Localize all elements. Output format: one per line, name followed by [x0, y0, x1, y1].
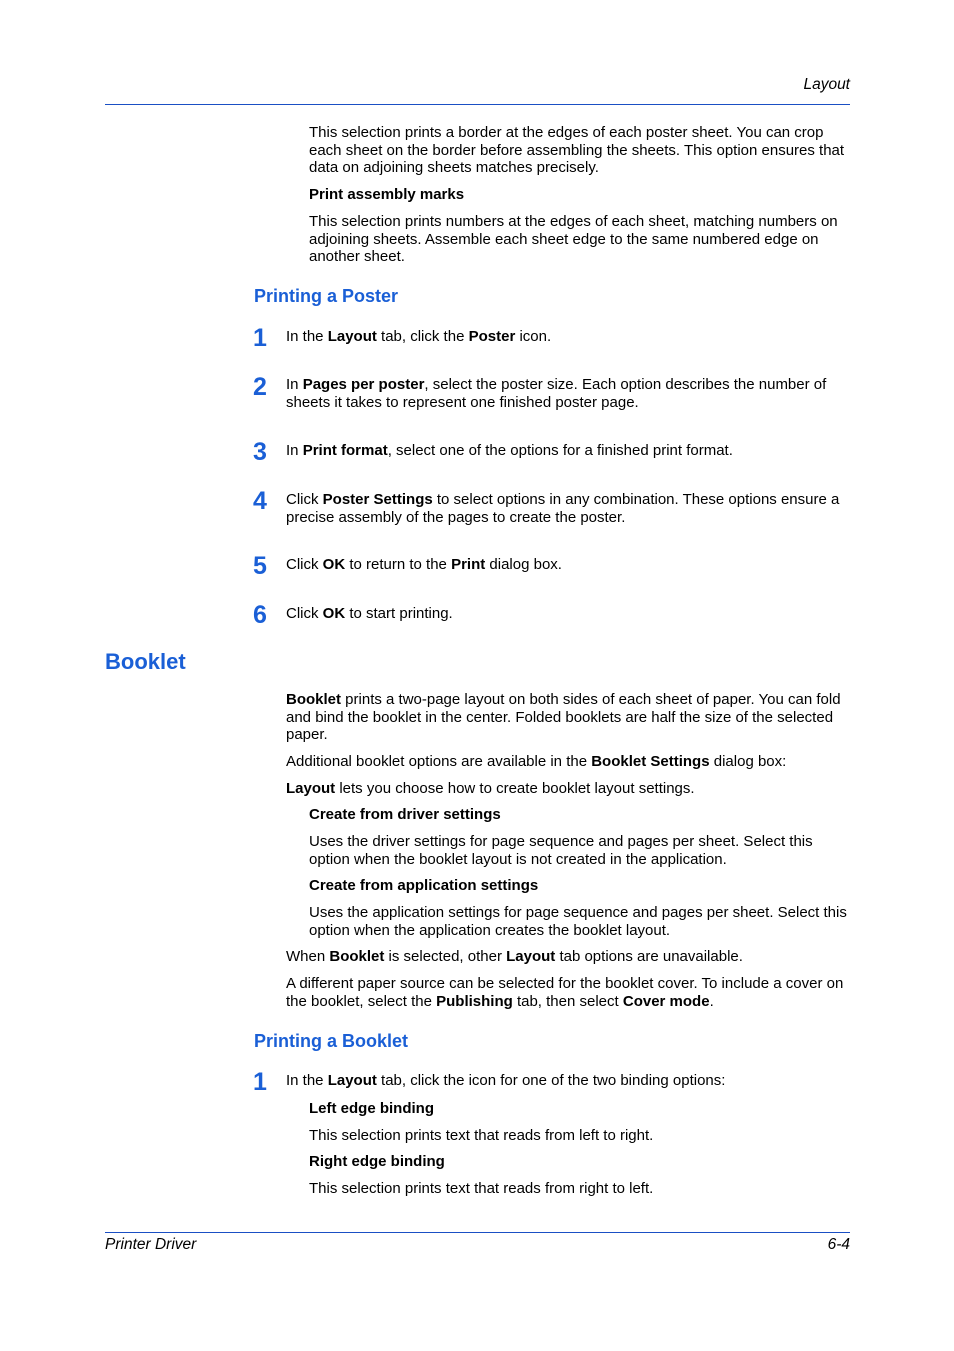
- border-description: This selection prints a border at the edges of each poster sheet. You can crop each sheet on the border before assembling the sheets. This option ensures that data on adjoining sheets matches precisely.: [309, 124, 845, 176]
- step-number: 5: [253, 552, 267, 580]
- step-number: 2: [253, 373, 267, 401]
- app-settings-heading: Create from application settings: [309, 877, 539, 894]
- step-text: Click OK to start printing.: [286, 605, 453, 622]
- booklet-paragraph: Additional booklet options are available in the Booklet Settings dialog box:: [286, 753, 787, 770]
- booklet-paragraph: A different paper source can be selected for the booklet cover. To include a cover on the booklet, select the Publishing tab, then select Cover mode.: [286, 975, 844, 1010]
- running-header-title: Layout: [803, 76, 850, 93]
- step-text: In the Layout tab, click the icon for one of the two binding options:: [286, 1072, 726, 1089]
- step-text: Click OK to return to the Print dialog box.: [286, 556, 562, 573]
- page-number: 6-4: [827, 1236, 850, 1253]
- step-number: 6: [253, 601, 267, 629]
- step-number: 1: [253, 324, 267, 352]
- footer-rule: [105, 1232, 850, 1233]
- step-number: 3: [253, 438, 267, 466]
- step-number: 4: [253, 487, 267, 515]
- step-text: In the Layout tab, click the Poster icon.: [286, 328, 552, 345]
- right-edge-binding-heading: Right edge binding: [309, 1153, 445, 1170]
- booklet-paragraph: Layout lets you choose how to create booklet layout settings.: [286, 780, 695, 797]
- left-edge-binding-description: This selection prints text that reads from left to right.: [309, 1127, 654, 1144]
- header-rule: [105, 104, 850, 105]
- step-number: 1: [253, 1068, 267, 1096]
- printing-booklet-heading: Printing a Booklet: [254, 1031, 409, 1051]
- step-text: Click Poster Settings to select options in any combination. These options ensure a precise assembly of the pages to create the poster.: [286, 491, 840, 526]
- driver-settings-heading: Create from driver settings: [309, 806, 501, 823]
- right-edge-binding-description: This selection prints text that reads from right to left.: [309, 1180, 654, 1197]
- step-text: In Print format, select one of the options for a finished print format.: [286, 442, 733, 459]
- booklet-heading: Booklet: [105, 649, 186, 674]
- booklet-paragraph: When Booklet is selected, other Layout tab options are unavailable.: [286, 948, 743, 965]
- booklet-paragraph: Booklet prints a two-page layout on both sides of each sheet of paper. You can fold and bind the booklet in the center. Folded booklets are half the size of the selected paper.: [286, 691, 841, 743]
- assembly-marks-description: This selection prints numbers at the edges of each sheet, matching numbers on adjoining sheets. Assemble each sheet edge to the same numbered edge on another sheet.: [309, 213, 838, 265]
- footer-doc-title: Printer Driver: [105, 1236, 197, 1253]
- app-settings-description: Uses the application settings for page sequence and pages per sheet. Select this option when the application creates the booklet layout.: [309, 904, 847, 939]
- driver-settings-description: Uses the driver settings for page sequence and pages per sheet. Select this option when the booklet layout is not created in the application.: [309, 833, 813, 868]
- printing-poster-heading: Printing a Poster: [254, 286, 399, 306]
- left-edge-binding-heading: Left edge binding: [309, 1100, 434, 1117]
- step-text: In Pages per poster, select the poster size. Each option describes the number of sheets it takes to represent one finished poster page.: [286, 376, 827, 411]
- assembly-marks-heading: Print assembly marks: [309, 186, 465, 203]
